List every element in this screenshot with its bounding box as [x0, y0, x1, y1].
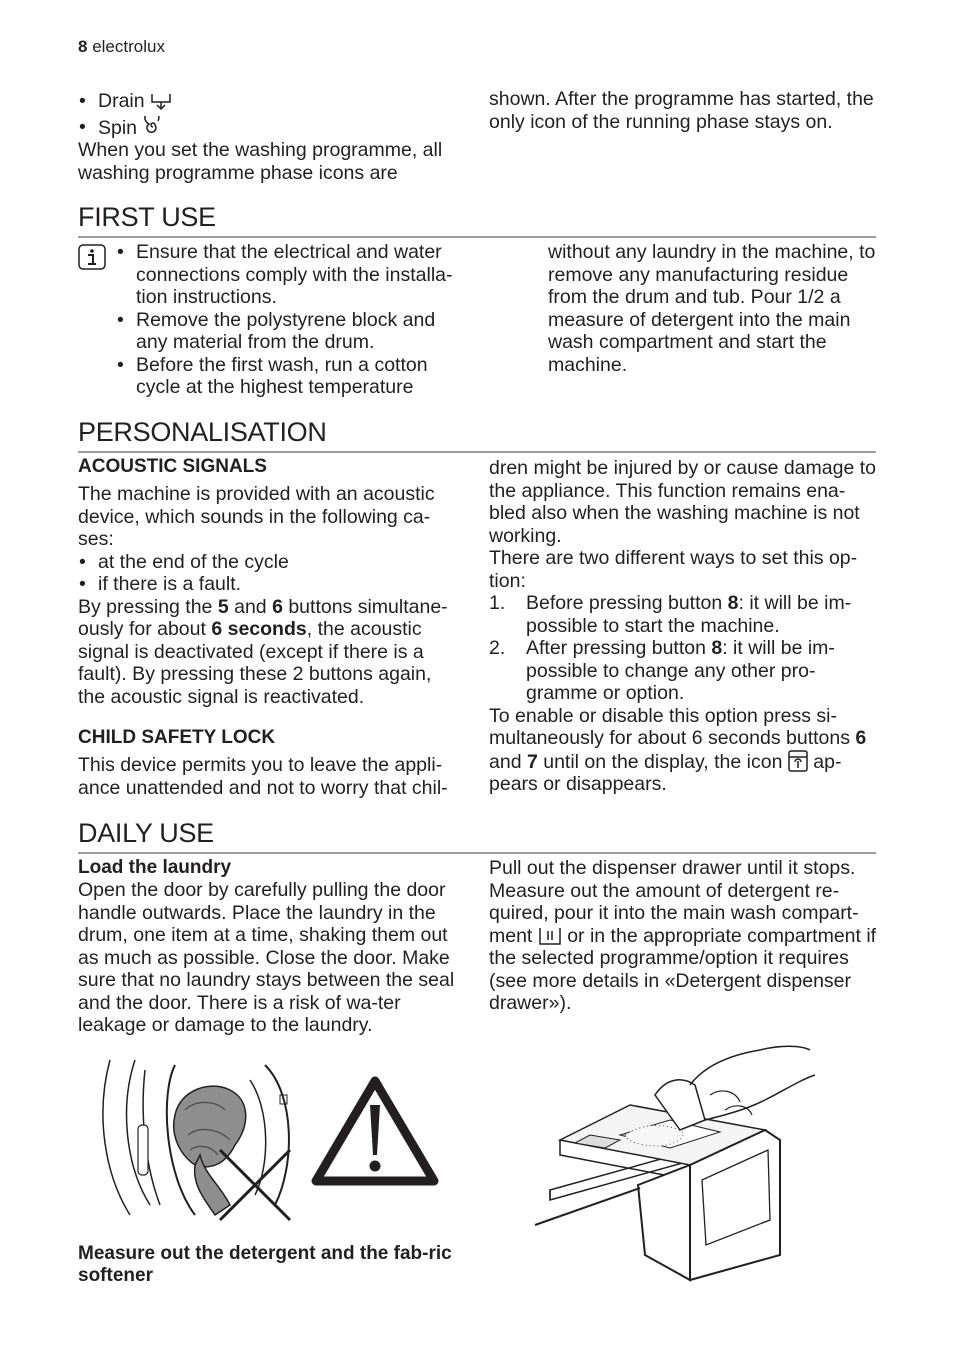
- dispenser-text: Pull out the dispenser drawer until it stops. Measure out the amount of detergent re-quired, pour it into the main wash compart-ment or in the appropriate compartment if the selected programme/option it requires (see more details in «Detergent dispenser drawer»).: [489, 857, 877, 1014]
- brand-name: electrolux: [92, 37, 165, 56]
- spin-bullet: • Spin: [78, 116, 463, 140]
- info-icon: [78, 244, 106, 270]
- daily-use-rule: [78, 852, 876, 854]
- child-lock-icon: [788, 750, 808, 772]
- load-laundry-heading: Load the laundry: [78, 857, 232, 878]
- personalisation-rule: [78, 451, 876, 453]
- personalisation-right-column: [489, 457, 879, 796]
- first-use-title: FIRST USE: [78, 202, 216, 232]
- first-use-rule: [78, 236, 876, 238]
- first-use-list: [116, 241, 466, 399]
- detergent-drawer-illustration: [530, 1040, 820, 1285]
- child-lock-ways: There are two different ways to set this op-tion:: [489, 547, 858, 592]
- dispenser-column: [489, 857, 881, 1015]
- laundry-caught-in-door-illustration: [100, 1055, 300, 1225]
- page-number: 8: [78, 37, 88, 56]
- child-lock-text: This device permits you to leave the appli-ance unattended and not to worry that chil-: [78, 754, 448, 799]
- personalisation-title: PERSONALISATION: [78, 417, 327, 447]
- daily-use-title: DAILY USE: [78, 818, 214, 848]
- first-use-continuation: without any laundry in the machine, to remove any manufacturing residue from the drum and tub. Pour 1/2 a measure of detergent into the main wash compartment and start the machine.: [548, 241, 876, 376]
- drain-icon: [150, 91, 172, 111]
- load-laundry-text: Open the door by carefully pulling the door handle outwards. Place the laundry in the drum, one item at a time, shaking them out as much as possible. Close the door. Make sure that no laundry stays between the seal and the door. There is a risk of wa-ter leakage or damage to the laundry.: [78, 879, 455, 1036]
- child-lock-enable: To enable or disable this option press si-multaneously for about 6 seconds buttons 6 and 7 until on the display, the icon ap-pears or disappears.: [489, 704, 867, 795]
- acoustic-instructions: By pressing the 5 and 6 buttons simultane-ously for about 6 seconds, the acoustic signal is deactivated (except if there is a fault). By pressing these 2 buttons again, the acoustic signal is reactivated.: [78, 595, 448, 708]
- main-wash-compartment-icon: [538, 926, 562, 946]
- page-header: [78, 37, 165, 57]
- intro-left-text: When you set the washing programme, all washing programme phase icons are: [78, 139, 443, 184]
- load-laundry-column: [78, 857, 463, 1037]
- child-lock-step-1: 1. Before pressing button 8: it will be im-possible to start the machine.: [489, 592, 852, 637]
- first-use-item-1: • Ensure that the electrical and water connections comply with the installa-tion instructions.: [116, 241, 466, 309]
- warning-triangle-icon: [310, 1075, 440, 1187]
- intro-right-column: [489, 88, 879, 133]
- spin-icon: [142, 116, 164, 138]
- first-use-item-3: • Before the first wash, run a cotton cycle at the highest temperature: [116, 354, 466, 399]
- measure-detergent-heading-block: [78, 1243, 470, 1287]
- acoustic-signals-heading: ACOUSTIC SIGNALS: [78, 456, 267, 477]
- child-lock-step-2: 2. After pressing button 8: it will be im-possible to change any other pro-gramme or option.: [489, 637, 835, 704]
- acoustic-bullet-1: • at the end of the cycle: [78, 551, 463, 574]
- drain-bullet: • Drain: [78, 90, 463, 113]
- child-lock-continuation: dren might be injured by or cause damage to the appliance. This function remains ena-bled also when the washing machine is not working.: [489, 457, 876, 547]
- acoustic-intro: The machine is provided with an acoustic device, which sounds in the following ca-ses:: [78, 483, 435, 550]
- intro-left-column: [78, 90, 463, 184]
- intro-right-text: shown. After the programme has started, the only icon of the running phase stays on.: [489, 88, 874, 133]
- child-safety-lock-heading: CHILD SAFETY LOCK: [78, 727, 276, 748]
- personalisation-left-column: [78, 456, 463, 799]
- measure-detergent-heading: Measure out the detergent and the fab-ric softener: [78, 1243, 452, 1286]
- first-use-item-2: • Remove the polystyrene block and any material from the drum.: [116, 309, 466, 354]
- acoustic-bullet-2: • if there is a fault.: [78, 573, 463, 596]
